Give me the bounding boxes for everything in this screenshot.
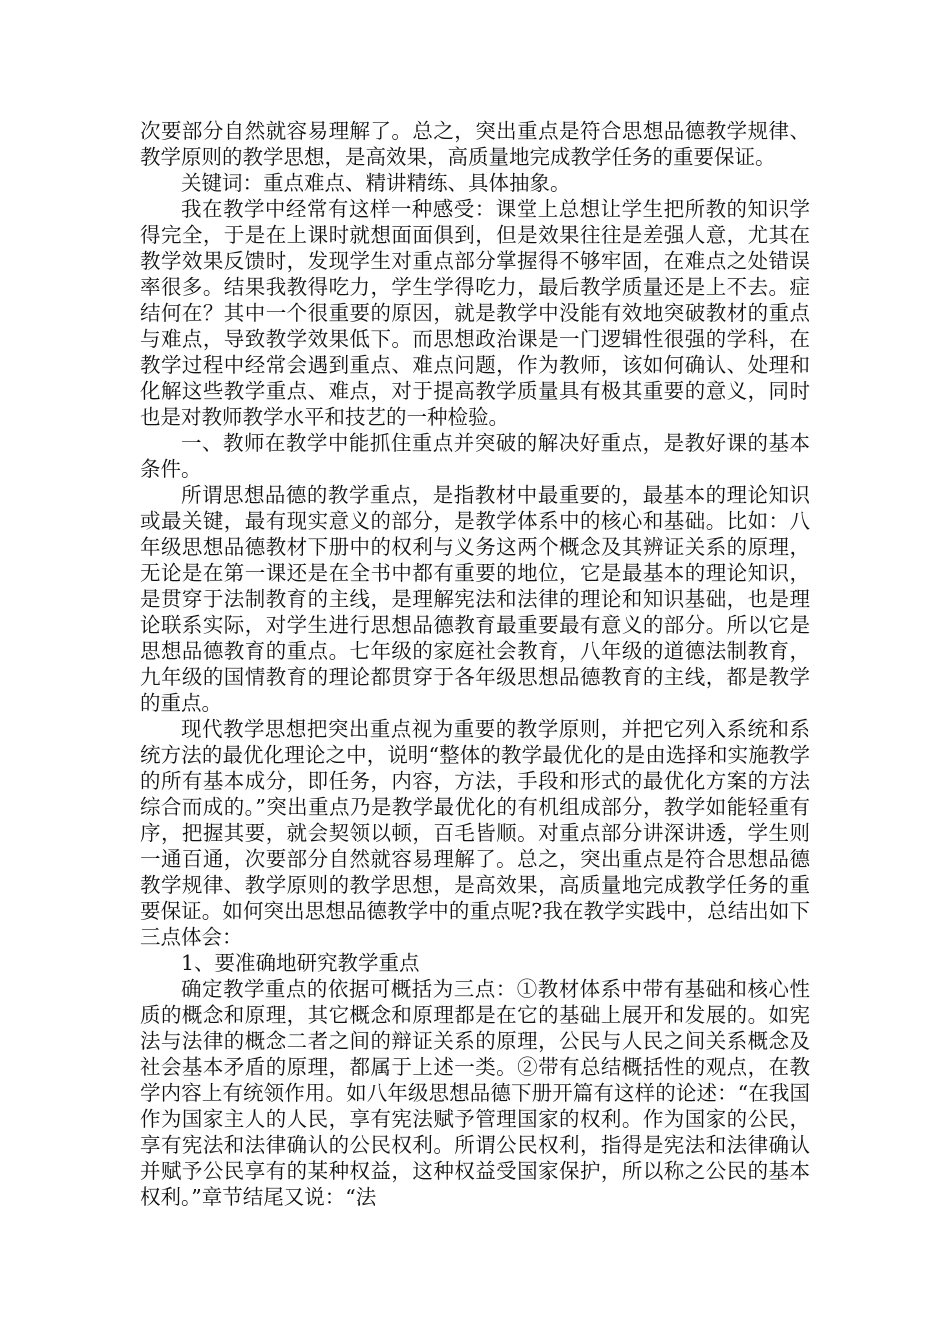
- document-page: [140, 118, 810, 1210]
- paragraph-modern-theory: 现代教学思想把突出重点视为重要的教学原则，并把它列入系统和系统方法的最优化理论之中，说明“整体的教学最优化的是由选择和实施教学的所有基本成分，即任务，内容，方法，手段和形式的最优化方案的方法综合而成的。”突出重点乃是教学最优化的有机组成部分，教学如能轻重有序，把握其要，就会契领以顿，百毛皆顺。对重点部分讲深讲透，学生则一通百通，次要部分自然就容易理解了。总之，突出重点是符合思想品德教学规律、教学原则的教学思想，是高效果，高质量地完成教学任务的重要保证。如何突出思想品德教学中的重点呢?我在教学实践中，总结出如下三点体会：: [140, 717, 810, 949]
- section-heading-1: 一、教师在教学中能抓住重点并突破的解决好重点，是教好课的基本条件。: [140, 431, 810, 481]
- subsection-heading-1: 1、要准确地研究教学重点: [181, 951, 420, 975]
- paragraph-introduction: 我在教学中经常有这样一种感受：课堂上总想让学生把所教的知识学得完全，于是在上课时就想面面俱到，但是效果往往是差强人意，尤其在教学效果反馈时，发现学生对重点部分掌握得不够牢固，在难点之处错误率很多。结果我教得吃力，学生学得吃力，最后教学质量还是上不去。症结何在？其中一个很重要的原因，就是教学中没能有效地突破教材的重点与难点，导致教学效果低下。而思想政治课是一门逻辑性很强的学科，在教学过程中经常会遇到重点、难点问题，作为教师，该如何确认、处理和化解这些教学重点、难点，对于提高教学质量具有极其重要的意义，同时也是对教师教学水平和技艺的一种检验。: [140, 197, 810, 429]
- paragraph-definition: 所谓思想品德的教学重点，是指教材中最重要的，最基本的理论知识或最关键，最有现实意义的部分，是教学体系中的核心和基础。比如：八年级思想品德教材下册中的权利与义务这两个概念及其辨证关系的原理，无论是在第一课还是在全书中都有重要的地位，它是最基本的理论知识，是贯穿于法制教育的主线，是理解宪法和法律的理论和知识基础，也是理论联系实际，对学生进行思想品德教育最重要最有意义的部分。所以它是思想品德教育的重点。七年级的家庭社会教育，八年级的道德法制教育，九年级的国情教育的理论都贯穿于各年级思想品德教育的主线，都是教学的重点。: [140, 483, 810, 715]
- paragraph-criteria: 确定教学重点的依据可概括为三点：①教材体系中带有基础和核心性质的概念和原理，其它概念和原理都是在它的基础上展开和发展的。如宪法与法律的概念二者之间的辩证关系的原理，公民与人民之间关系概念及社会基本矛盾的原理，都属于上述一类。②带有总结概括性的观点，在教学内容上有统领作用。如八年级思想品德下册开篇有这样的论述：“在我国作为国家主人的人民，享有宪法赋予管理国家的权利。作为国家的公民，享有宪法和法律确认的公民权利。所谓公民权利，指得是宪法和法律确认并赋予公民享有的某种权益，这种权益受国家保护，所以称之公民的基本权利。”章节结尾又说：“法: [140, 977, 810, 1209]
- paragraph-continuation: 次要部分自然就容易理解了。总之，突出重点是符合思想品德教学规律、教学原则的教学思想，是高效果，高质量地完成教学任务的重要保证。: [140, 119, 810, 169]
- paragraph-keywords: 关键词：重点难点、精讲精练、具体抽象。: [181, 171, 571, 195]
